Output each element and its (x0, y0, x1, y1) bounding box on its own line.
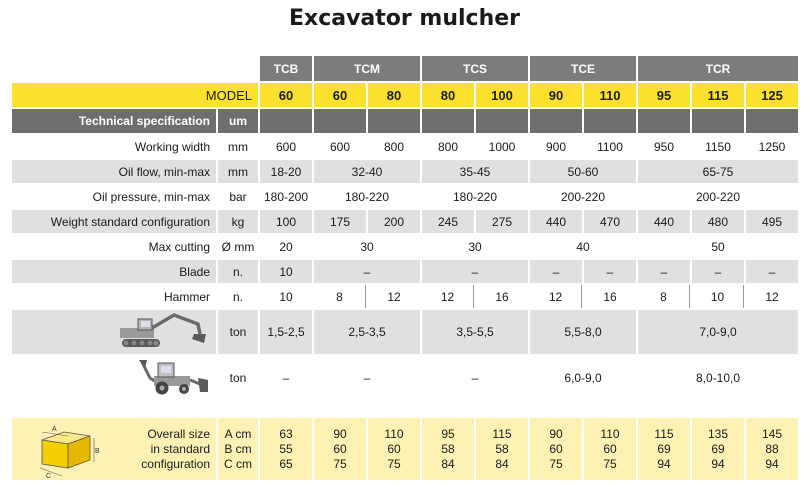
model-value: 95 (638, 83, 690, 107)
table-cell: 16 (476, 285, 528, 308)
overall-cell (476, 418, 528, 480)
overall-label-line: configuration (141, 456, 210, 471)
table-cell: – (260, 356, 312, 400)
overall-unit: C cm (224, 456, 252, 471)
overall-c: 75 (387, 456, 401, 471)
dim-letter-b: B (95, 448, 100, 455)
table-cell: 1100 (584, 135, 636, 158)
overall-c: 75 (603, 456, 617, 471)
dimension-box-icon (30, 420, 102, 480)
overall-a: 90 (549, 426, 563, 441)
table-cell: 440 (638, 210, 690, 233)
table-cell: 600 (314, 135, 366, 158)
overall-size-label-cell (12, 418, 216, 480)
table-cell: 100 (260, 210, 312, 233)
overall-cell (260, 418, 312, 480)
model-row (12, 83, 798, 107)
table-cell: 8 (638, 285, 690, 308)
table-row (12, 260, 798, 283)
overall-c: 65 (279, 456, 293, 471)
table-cell: 950 (638, 135, 690, 158)
table-cell: – (530, 260, 582, 283)
table-cell: 600 (260, 135, 312, 158)
row-label: Weight standard configuration (12, 210, 216, 233)
table-cell: 16 (584, 285, 636, 308)
table-row (12, 310, 798, 354)
overall-b: 60 (387, 441, 401, 456)
table-cell: 7,0-9,0 (638, 310, 798, 354)
dim-letter-a: A (52, 426, 57, 433)
model-value: 60 (314, 83, 366, 107)
row-label: Oil pressure, min-max (12, 185, 216, 208)
table-cell: 1250 (746, 135, 798, 158)
overall-a: 63 (279, 426, 293, 441)
table-row (12, 135, 798, 158)
table-cell: 20 (260, 235, 312, 258)
table-cell: 12 (530, 285, 582, 308)
overall-a: 115 (492, 426, 512, 441)
overall-c: 94 (765, 456, 779, 471)
spec-header-label: Technical specification (12, 109, 216, 133)
overall-a: 110 (384, 426, 404, 441)
overall-b: 60 (549, 441, 563, 456)
row-label: Max cutting (12, 235, 216, 258)
table-cell: 200-220 (530, 185, 636, 208)
excavator-icon (114, 312, 210, 350)
excavator-cell (12, 310, 216, 354)
table-cell: 200-220 (638, 185, 798, 208)
row-unit: n. (218, 260, 258, 283)
table-cell: – (638, 260, 690, 283)
table-cell: 18-20 (260, 160, 312, 183)
overall-c: 84 (441, 456, 455, 471)
group-tcr: TCR (638, 56, 798, 81)
overall-c: 75 (333, 456, 347, 471)
overall-cell (422, 418, 474, 480)
model-value: 80 (368, 83, 420, 107)
row-unit: Ø mm (218, 235, 258, 258)
model-value: 125 (746, 83, 798, 107)
table-cell: 10 (260, 285, 312, 308)
overall-b: 60 (603, 441, 617, 456)
table-cell: 50-60 (530, 160, 636, 183)
table-cell: – (746, 260, 798, 283)
table-cell: 30 (422, 235, 528, 258)
table-row (12, 160, 798, 183)
table-cell: 180-200 (260, 185, 312, 208)
table-cell: – (692, 260, 744, 283)
row-unit: bar (218, 185, 258, 208)
row-unit: n. (218, 285, 258, 308)
model-value: 115 (692, 83, 744, 107)
overall-cell (530, 418, 582, 480)
page-title: Excavator mulcher (288, 6, 521, 31)
group-tcs: TCS (422, 56, 528, 81)
overall-a: 90 (333, 426, 347, 441)
overall-b: 55 (279, 441, 293, 456)
table-cell: 40 (530, 235, 636, 258)
model-label: MODEL (12, 83, 258, 107)
table-row (12, 285, 798, 308)
backhoe-loader-icon (138, 358, 210, 396)
table-cell: 35-45 (422, 160, 528, 183)
overall-cell (584, 418, 636, 480)
model-value: 60 (260, 83, 312, 107)
table-cell: 175 (314, 210, 366, 233)
dim-letter-c: C (46, 473, 52, 480)
overall-label-line: in standard (150, 441, 210, 456)
overall-b: 69 (657, 441, 671, 456)
row-label: Working width (12, 135, 216, 158)
model-value: 80 (422, 83, 474, 107)
table-cell: 3,5-5,5 (422, 310, 528, 354)
overall-b: 58 (495, 441, 509, 456)
table-cell: 440 (530, 210, 582, 233)
spec-table (10, 54, 800, 482)
table-cell: 900 (530, 135, 582, 158)
overall-cell (746, 418, 798, 480)
table-cell: 275 (476, 210, 528, 233)
spec-header-row (12, 109, 798, 133)
table-cell: 1000 (476, 135, 528, 158)
overall-c: 75 (549, 456, 563, 471)
table-cell: – (422, 356, 528, 400)
table-cell: 65-75 (638, 160, 798, 183)
overall-a: 145 (761, 426, 783, 441)
overall-a: 110 (600, 426, 620, 441)
row-unit: mm (218, 135, 258, 158)
row-unit: mm (218, 160, 258, 183)
table-cell: 10 (692, 285, 744, 308)
overall-label-line: Overall size (147, 426, 210, 441)
overall-b: 58 (441, 441, 455, 456)
table-cell: – (584, 260, 636, 283)
overall-c: 94 (657, 456, 671, 471)
overall-a: 95 (441, 426, 455, 441)
row-label: Blade (12, 260, 216, 283)
table-cell: 12 (746, 285, 798, 308)
overall-unit-cell (218, 418, 258, 480)
overall-cell (692, 418, 744, 480)
group-header-row (12, 56, 798, 81)
model-value: 110 (584, 83, 636, 107)
model-value: 100 (476, 83, 528, 107)
overall-cell (368, 418, 420, 480)
group-tcm: TCM (314, 56, 420, 81)
table-row (12, 185, 798, 208)
overall-b: 60 (333, 441, 347, 456)
row-unit: ton (218, 356, 258, 400)
overall-unit: A cm (224, 426, 252, 441)
table-cell: – (314, 356, 420, 400)
table-cell: – (314, 260, 420, 283)
table-cell: 1,5-2,5 (260, 310, 312, 354)
table-cell: 8 (314, 285, 366, 308)
table-cell: 30 (314, 235, 420, 258)
overall-a: 135 (707, 426, 729, 441)
table-cell: 50 (638, 235, 798, 258)
table-cell: 2,5-3,5 (314, 310, 420, 354)
overall-b: 69 (711, 441, 725, 456)
row-label: Hammer (12, 285, 216, 308)
table-cell: 5,5-8,0 (530, 310, 636, 354)
table-row (12, 235, 798, 258)
table-cell: 1150 (692, 135, 744, 158)
table-cell: 470 (584, 210, 636, 233)
overall-unit: B cm (224, 441, 252, 456)
row-unit: kg (218, 210, 258, 233)
overall-c: 84 (495, 456, 509, 471)
table-cell: 32-40 (314, 160, 420, 183)
table-cell: 800 (368, 135, 420, 158)
table-cell: 6,0-9,0 (530, 356, 636, 400)
overall-cell (638, 418, 690, 480)
overall-size-row (12, 418, 798, 480)
table-cell: 245 (422, 210, 474, 233)
overall-cell (314, 418, 366, 480)
table-cell: 10 (260, 260, 312, 283)
table-cell: 180-220 (314, 185, 420, 208)
table-cell: 495 (746, 210, 798, 233)
backhoe-cell (12, 356, 216, 400)
group-tcb: TCB (260, 56, 312, 81)
table-cell: 180-220 (422, 185, 528, 208)
table-cell: 12 (368, 285, 420, 308)
overall-c: 94 (711, 456, 725, 471)
table-cell: 480 (692, 210, 744, 233)
table-cell: 8,0-10,0 (638, 356, 798, 400)
row-label: Oil flow, min-max (12, 160, 216, 183)
row-unit: ton (218, 310, 258, 354)
table-row (12, 356, 798, 400)
table-cell: 12 (422, 285, 474, 308)
overall-b: 88 (765, 441, 779, 456)
spec-header-unit: um (218, 109, 258, 133)
group-tce: TCE (530, 56, 636, 81)
table-cell: 200 (368, 210, 420, 233)
table-cell: – (422, 260, 528, 283)
table-cell: 800 (422, 135, 474, 158)
model-value: 90 (530, 83, 582, 107)
table-row (12, 210, 798, 233)
overall-a: 115 (654, 426, 674, 441)
